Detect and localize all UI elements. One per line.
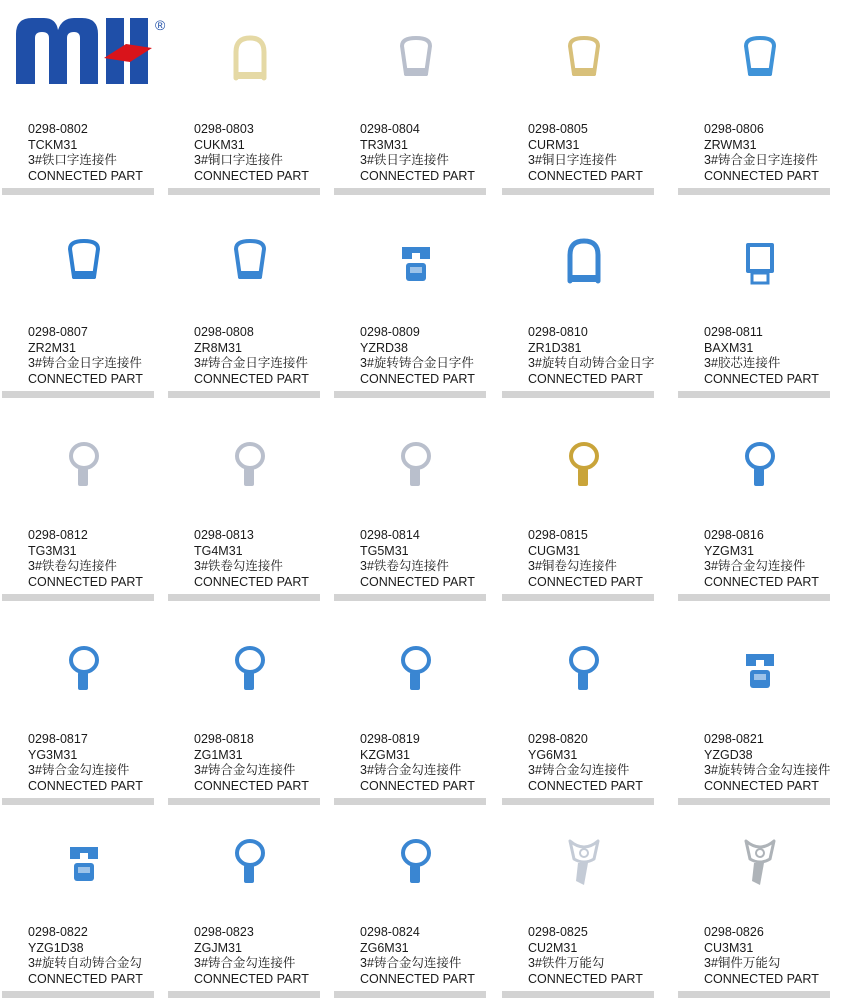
- product-image: [500, 803, 668, 913]
- hook-part-icon: [396, 440, 436, 490]
- product-type: CONNECTED PART: [704, 574, 819, 589]
- product-info: [194, 122, 309, 184]
- product-code: 0298-0817: [28, 732, 88, 746]
- product-image: [166, 0, 334, 110]
- product-info: [360, 325, 475, 387]
- product-type: CONNECTED PART: [360, 371, 475, 386]
- card-divider-bar: [2, 391, 154, 398]
- product-code: 0298-0808: [194, 325, 254, 339]
- loop-part-icon: [740, 34, 780, 84]
- product-description: 3#旋转自动铸合金日字: [528, 356, 655, 370]
- product-type: CONNECTED PART: [28, 168, 143, 183]
- hook-part-icon: [64, 644, 104, 694]
- product-type: CONNECTED PART: [360, 168, 475, 183]
- hook-part-icon: [396, 837, 436, 887]
- product-info: [704, 325, 819, 387]
- registered-mark: ®: [155, 17, 166, 33]
- product-code: 0298-0814: [360, 528, 420, 542]
- product-card: [0, 0, 168, 203]
- product-code: 0298-0803: [194, 122, 254, 136]
- product-info: [194, 925, 309, 987]
- loop-part-icon: [64, 237, 104, 287]
- product-description: 3#铜日字连接件: [528, 153, 617, 167]
- product-description: 3#旋转铸合金勾连接件: [704, 763, 831, 777]
- product-description: 3#胶芯连接件: [704, 356, 781, 370]
- product-type: CONNECTED PART: [528, 574, 643, 589]
- product-description: 3#铁卷勾连接件: [360, 559, 449, 573]
- product-info: [704, 732, 830, 794]
- product-description: 3#铁卷勾连接件: [28, 559, 117, 573]
- card-divider-bar: [334, 991, 486, 998]
- product-description: 3#铸合金勾连接件: [704, 559, 806, 573]
- product-code: 0298-0813: [194, 528, 254, 542]
- card-divider-bar: [334, 594, 486, 601]
- product-image: [166, 203, 334, 313]
- card-divider-bar: [678, 391, 830, 398]
- product-card: [500, 803, 668, 1006]
- product-model: ZG6M31: [360, 940, 409, 955]
- card-divider-bar: [2, 991, 154, 998]
- product-description: 3#铸合金日字连接件: [194, 356, 308, 370]
- product-model: KZGM31: [360, 747, 411, 762]
- product-description: 3#铸合金勾连接件: [194, 956, 296, 970]
- rotating-part-icon: [396, 237, 436, 287]
- card-divider-bar: [502, 391, 654, 398]
- product-code: 0298-0819: [360, 732, 420, 746]
- product-model: YZRD38: [360, 340, 408, 355]
- product-model: TCKM31: [28, 137, 78, 152]
- product-info: [528, 122, 643, 184]
- product-card: [676, 203, 841, 406]
- product-code: 0298-0824: [360, 925, 420, 939]
- product-card: [500, 0, 668, 203]
- product-model: TG3M31: [28, 543, 77, 558]
- product-image: [500, 406, 668, 516]
- product-code: 0298-0805: [528, 122, 588, 136]
- card-divider-bar: [502, 594, 654, 601]
- product-type: CONNECTED PART: [360, 574, 475, 589]
- product-model: CU2M31: [528, 940, 578, 955]
- card-divider-bar: [502, 991, 654, 998]
- product-card: [166, 803, 334, 1006]
- hook-part-icon: [64, 440, 104, 490]
- product-model: CUGM31: [528, 543, 581, 558]
- product-info: [528, 925, 643, 987]
- product-info: [360, 732, 475, 794]
- product-description: 3#铸合金勾连接件: [28, 763, 130, 777]
- product-type: CONNECTED PART: [704, 971, 819, 986]
- product-description: 3#铜件万能勾: [704, 956, 781, 970]
- product-code: 0298-0823: [194, 925, 254, 939]
- product-code: 0298-0822: [28, 925, 88, 939]
- product-description: 3#铸合金勾连接件: [360, 763, 462, 777]
- product-model: ZG1M31: [194, 747, 243, 762]
- product-type: CONNECTED PART: [28, 778, 143, 793]
- product-card: [332, 803, 500, 1006]
- product-code: 0298-0812: [28, 528, 88, 542]
- product-description: 3#旋转自动铸合金勾: [28, 956, 142, 970]
- product-image: [676, 406, 841, 516]
- product-code: 0298-0825: [528, 925, 588, 939]
- product-description: 3#铁日字连接件: [360, 153, 449, 167]
- product-card: [166, 0, 334, 203]
- universal-hook-part-icon: [564, 837, 604, 887]
- card-divider-bar: [678, 991, 830, 998]
- product-code: 0298-0802: [28, 122, 88, 136]
- product-info: [194, 325, 309, 387]
- product-model: TG5M31: [360, 543, 409, 558]
- product-info: [528, 325, 654, 387]
- hook-part-icon: [564, 644, 604, 694]
- product-type: CONNECTED PART: [360, 971, 475, 986]
- product-card: [0, 203, 168, 406]
- product-model: BAXM31: [704, 340, 754, 355]
- product-description: 3#铸合金日字连接件: [28, 356, 142, 370]
- product-info: [194, 528, 309, 590]
- product-info: [704, 925, 819, 987]
- product-description: 3#铸合金勾连接件: [528, 763, 630, 777]
- product-info: [704, 122, 819, 184]
- product-code: 0298-0815: [528, 528, 588, 542]
- product-type: CONNECTED PART: [528, 371, 643, 386]
- card-divider-bar: [168, 594, 320, 601]
- product-description: 3#铁件万能勾: [528, 956, 605, 970]
- product-type: CONNECTED PART: [528, 168, 643, 183]
- card-divider-bar: [678, 188, 830, 195]
- rotating-part-icon: [64, 837, 104, 887]
- product-model: ZR8M31: [194, 340, 242, 355]
- product-model: TR3M31: [360, 137, 408, 152]
- product-card: [676, 0, 841, 203]
- product-card: [332, 203, 500, 406]
- card-divider-bar: [168, 188, 320, 195]
- product-image: [332, 803, 500, 913]
- product-type: CONNECTED PART: [194, 971, 309, 986]
- product-type: CONNECTED PART: [194, 778, 309, 793]
- loop-part-icon: [230, 237, 270, 287]
- product-code: 0298-0810: [528, 325, 588, 339]
- product-type: CONNECTED PART: [194, 371, 309, 386]
- product-image: [166, 406, 334, 516]
- product-type: CONNECTED PART: [28, 971, 143, 986]
- product-image: [332, 406, 500, 516]
- product-card: [166, 610, 334, 813]
- product-image: [500, 610, 668, 720]
- hook-part-icon: [396, 644, 436, 694]
- product-image: [0, 406, 168, 516]
- product-info: [28, 528, 143, 590]
- hook-part-icon: [230, 440, 270, 490]
- product-card: [332, 406, 500, 609]
- product-info: [28, 925, 143, 987]
- product-model: CUKM31: [194, 137, 245, 152]
- product-image: [332, 0, 500, 110]
- product-image: [0, 803, 168, 913]
- product-code: 0298-0826: [704, 925, 764, 939]
- product-card: [166, 406, 334, 609]
- product-model: YZGD38: [704, 747, 753, 762]
- product-info: [28, 325, 143, 387]
- product-image: [0, 0, 168, 110]
- product-image: [676, 610, 841, 720]
- product-model: TG4M31: [194, 543, 243, 558]
- product-image: [500, 0, 668, 110]
- product-model: ZRWM31: [704, 137, 757, 152]
- product-model: YZG1D38: [28, 940, 84, 955]
- product-code: 0298-0804: [360, 122, 420, 136]
- product-model: YZGM31: [704, 543, 755, 558]
- product-info: [28, 122, 143, 184]
- product-info: [528, 528, 643, 590]
- hook-part-icon: [230, 644, 270, 694]
- product-card: [676, 610, 841, 813]
- product-code: 0298-0809: [360, 325, 420, 339]
- loop-part-icon: [396, 34, 436, 84]
- card-divider-bar: [2, 188, 154, 195]
- product-card: [0, 803, 168, 1006]
- product-card: [676, 406, 841, 609]
- product-model: ZR2M31: [28, 340, 76, 355]
- card-divider-bar: [168, 391, 320, 398]
- product-description: 3#铸合金勾连接件: [194, 763, 296, 777]
- hook-part-icon: [230, 837, 270, 887]
- product-image: [676, 803, 841, 913]
- product-description: 3#铁卷勾连接件: [194, 559, 283, 573]
- product-card: [332, 610, 500, 813]
- arch-part-icon: [230, 34, 270, 84]
- product-model: CU3M31: [704, 940, 754, 955]
- product-info: [194, 732, 309, 794]
- card-divider-bar: [334, 188, 486, 195]
- card-divider-bar: [168, 991, 320, 998]
- product-image: [676, 203, 841, 313]
- product-code: 0298-0806: [704, 122, 764, 136]
- product-card: [500, 610, 668, 813]
- card-divider-bar: [678, 594, 830, 601]
- product-type: CONNECTED PART: [528, 971, 643, 986]
- card-divider-bar: [2, 594, 154, 601]
- product-info: [360, 925, 475, 987]
- product-image: [0, 203, 168, 313]
- product-code: 0298-0811: [704, 325, 763, 339]
- hook-part-icon: [740, 440, 780, 490]
- product-image: [166, 803, 334, 913]
- product-model: YG3M31: [28, 747, 78, 762]
- product-model: ZR1D381: [528, 340, 582, 355]
- product-description: 3#铸合金勾连接件: [360, 956, 462, 970]
- product-type: CONNECTED PART: [194, 574, 309, 589]
- product-description: 3#铸合金日字连接件: [704, 153, 818, 167]
- product-code: 0298-0807: [28, 325, 88, 339]
- product-model: CURM31: [528, 137, 580, 152]
- product-image: [332, 203, 500, 313]
- product-image: [676, 0, 841, 110]
- product-card: [500, 203, 668, 406]
- product-card: [500, 406, 668, 609]
- product-image: [166, 610, 334, 720]
- product-info: [704, 528, 819, 590]
- product-card: [0, 406, 168, 609]
- hook-part-icon: [564, 440, 604, 490]
- product-info: [528, 732, 643, 794]
- product-description: 3#铜口字连接件: [194, 153, 283, 167]
- product-card: [332, 0, 500, 203]
- universal-hook-part-icon: [740, 837, 780, 887]
- product-image: [332, 610, 500, 720]
- product-info: [360, 528, 475, 590]
- product-type: CONNECTED PART: [704, 168, 819, 183]
- product-type: CONNECTED PART: [28, 371, 143, 386]
- product-info: [28, 732, 143, 794]
- product-model: ZGJM31: [194, 940, 242, 955]
- product-card: [676, 803, 841, 1006]
- product-model: YG6M31: [528, 747, 578, 762]
- product-type: CONNECTED PART: [28, 574, 143, 589]
- product-type: CONNECTED PART: [704, 371, 819, 386]
- arch-part-icon: [564, 237, 604, 287]
- loop-part-icon: [564, 34, 604, 84]
- product-card: [0, 610, 168, 813]
- product-code: 0298-0816: [704, 528, 764, 542]
- product-image: [500, 203, 668, 313]
- product-info: [360, 122, 475, 184]
- product-type: CONNECTED PART: [194, 168, 309, 183]
- card-divider-bar: [334, 391, 486, 398]
- product-description: 3#铁口字连接件: [28, 153, 117, 167]
- product-type: CONNECTED PART: [704, 778, 819, 793]
- product-description: 3#铜卷勾连接件: [528, 559, 617, 573]
- rotating-part-icon: [740, 644, 780, 694]
- product-card: [166, 203, 334, 406]
- product-code: 0298-0820: [528, 732, 588, 746]
- square-slider-part-icon: [740, 237, 780, 287]
- product-image: [0, 610, 168, 720]
- product-type: CONNECTED PART: [360, 778, 475, 793]
- card-divider-bar: [502, 188, 654, 195]
- product-description: 3#旋转铸合金日字件: [360, 356, 474, 370]
- product-code: 0298-0821: [704, 732, 764, 746]
- product-code: 0298-0818: [194, 732, 254, 746]
- product-type: CONNECTED PART: [528, 778, 643, 793]
